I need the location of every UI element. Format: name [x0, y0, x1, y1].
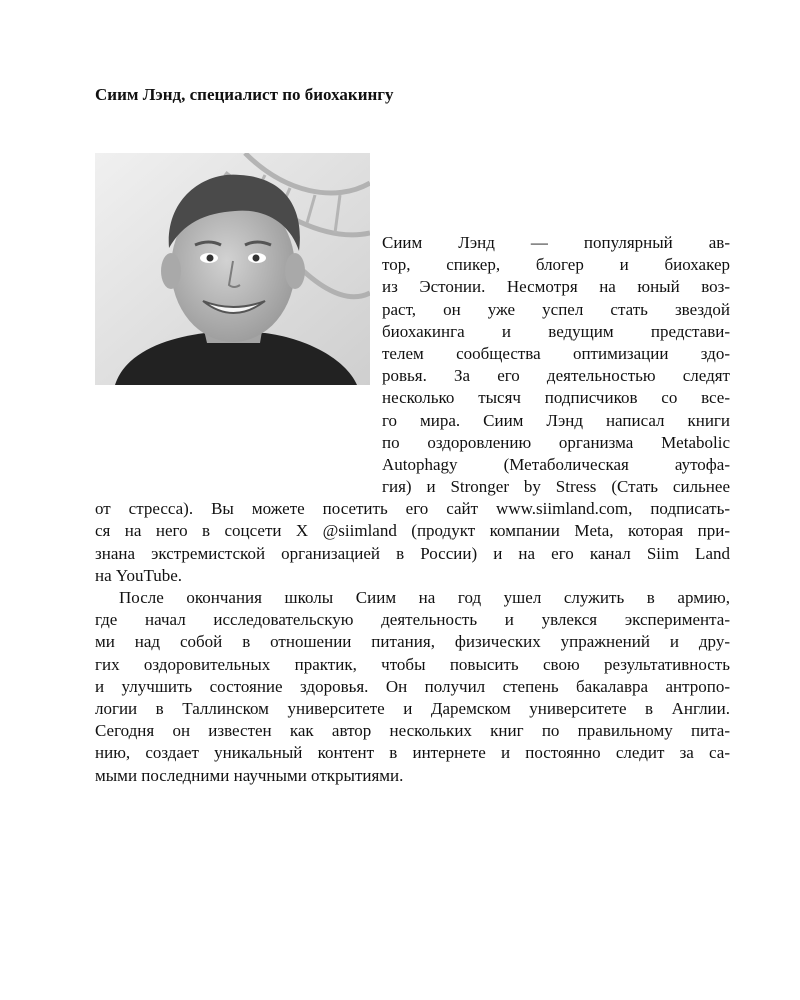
- text-line: Autophagy (Метаболическая аутофа-: [382, 454, 730, 474]
- text-line: Сиим Лэнд — популярный ав-: [382, 233, 730, 252]
- text-line: ми над собой в отношении питания, физических упражнений и дру-: [95, 632, 730, 652]
- text-line: от стресса). Вы можете посетить его сайт www.siimland.com, подписать-: [95, 499, 730, 519]
- section-title: Сиим Лэнд, специалист по биохакингу: [95, 85, 394, 104]
- text-line: телем сообщества оптимизации здо-: [382, 343, 730, 363]
- text-line: знана экстремистской организацией в России) и на его канал Siim Land: [95, 543, 730, 563]
- text-line: из Эстонии. Несмотря на юный воз-: [382, 277, 730, 297]
- text-line: ровья. За его деятельностью следят: [382, 366, 730, 386]
- text-line: по оздоровлению организма Metabolic: [382, 432, 730, 452]
- text-line: нию, создает уникальный контент в интернете и постоянно следит за са-: [95, 743, 730, 763]
- text-line: логии в Таллинском университете и Даремском университете в Англии.: [95, 698, 730, 718]
- text-line: мыми последними научными открытиями.: [95, 765, 404, 785]
- paragraph-1: [95, 232, 730, 587]
- text-line: ся на него в соцсети X @siimland (продукт компании Meta, которая при-: [95, 521, 730, 541]
- text-line: несколько тысяч подписчиков со все-: [382, 388, 730, 408]
- text-line: раст, он уже успел стать звездой: [382, 299, 730, 319]
- text-line: После окончания школы Сиим на год ушел служить в армию,: [119, 588, 730, 607]
- text-line: и улучшить состояние здоровья. Он получил степень бакалавра антропо-: [95, 676, 730, 696]
- article-body: [95, 232, 730, 787]
- document-page: [95, 84, 730, 785]
- text-line: на YouTube.: [95, 565, 183, 585]
- text-line: Сегодня он известен как автор нескольких книг по правильному пита-: [95, 721, 730, 741]
- text-line: тор, спикер, блогер и биохакер: [382, 255, 730, 275]
- text-line: биохакинга и ведущим представи-: [382, 321, 730, 341]
- text-line: гих оздоровительных практик, чтобы повысить свою результативность: [95, 654, 730, 674]
- text-line: где начал исследовательскую деятельность и увлекся эксперимента-: [95, 610, 730, 630]
- text-line: го мира. Сиим Лэнд написал книги: [382, 410, 730, 430]
- text-line: гия) и Stronger by Stress (Стать сильнее: [382, 477, 730, 497]
- paragraph-2: [95, 587, 730, 787]
